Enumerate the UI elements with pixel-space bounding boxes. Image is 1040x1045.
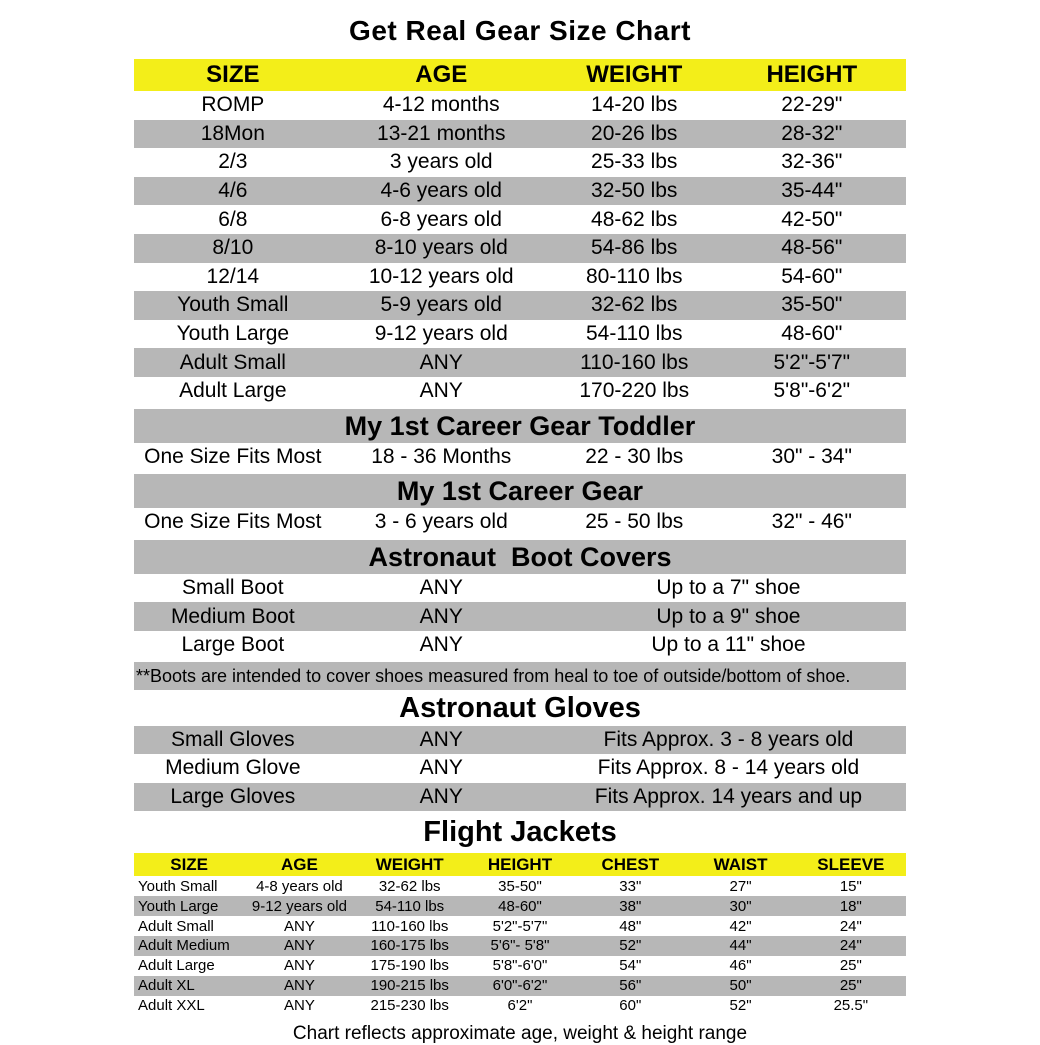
table-row [134, 120, 906, 149]
main-table-body [134, 91, 906, 406]
cell-age: 8-10 years old [374, 236, 508, 260]
table-row [134, 602, 906, 631]
cell-size: 8/10 [212, 236, 254, 260]
column-header-size: SIZE [206, 61, 260, 88]
cell-age: ANY [284, 957, 315, 975]
cell-weight: 25-33 lbs [591, 150, 678, 174]
cell-size: Medium Glove [165, 756, 301, 780]
cell-age: 4-12 months [382, 93, 500, 117]
cell-height: 48-60" [781, 322, 843, 346]
cell-sleeve: 25" [839, 957, 862, 975]
table-row [134, 783, 906, 812]
cell-chest: 54" [619, 957, 642, 975]
column-header-height: HEIGHT [487, 854, 553, 874]
cell-weight: 32-62 lbs [591, 293, 678, 317]
cell-fit: Up to a 11" shoe [651, 633, 806, 657]
cell-fit: Fits Approx. 3 - 8 years old [603, 727, 854, 751]
section-header-toddler: My 1st Career Gear Toddler [134, 409, 906, 443]
gloves-body [134, 726, 906, 812]
cell-weight: 32-50 lbs [591, 179, 678, 203]
cell-height: 5'6"- 5'8" [490, 937, 550, 955]
cell-size: Medium Boot [170, 604, 295, 628]
cell-height: 35-50" [498, 877, 542, 895]
table-row [134, 896, 906, 916]
cell-age: ANY [419, 756, 463, 780]
cell-age: ANY [419, 379, 463, 403]
cell-size: Large Boot [181, 633, 285, 657]
column-header-waist: WAIST [713, 854, 768, 874]
cell-size: Youth Large [176, 322, 290, 346]
cell-weight: 170-220 lbs [579, 379, 690, 403]
cell-age: 9-12 years old [374, 322, 508, 346]
cell-sleeve: 25" [839, 977, 862, 995]
cell-age: ANY [284, 977, 315, 995]
cell-fit: Up to a 7" shoe [656, 576, 801, 600]
cell-chest: 48" [619, 917, 642, 935]
table-row [134, 976, 906, 996]
column-header-chest: CHEST [601, 854, 660, 874]
section-header-flight-jackets: Flight Jackets [423, 816, 617, 849]
cell-size: Adult XXL [138, 997, 205, 1015]
cell-waist: 52" [729, 997, 752, 1015]
cell-sleeve: 15" [839, 877, 862, 895]
column-header-height: HEIGHT [766, 61, 858, 88]
cell-age: ANY [419, 784, 463, 808]
main-table-header-row [134, 59, 906, 91]
cell-height: 5'2"-5'7" [773, 350, 851, 374]
table-row [134, 148, 906, 177]
page-title: Get Real Gear Size Chart [349, 15, 691, 46]
cell-age: 18 - 36 Months [371, 444, 512, 468]
cell-size: One Size Fits Most [144, 444, 322, 468]
table-row [134, 631, 906, 660]
section-header-gloves: Astronaut Gloves [399, 691, 641, 724]
cell-height: 6'0"-6'2" [492, 977, 548, 995]
cell-weight: 48-62 lbs [591, 207, 678, 231]
cell-age: 3 - 6 years old [374, 510, 508, 534]
cell-waist: 50" [729, 977, 752, 995]
cell-height: 6'2" [507, 997, 533, 1015]
table-row [134, 291, 906, 320]
cell-weight: 215-230 lbs [370, 997, 449, 1015]
cell-age: ANY [419, 604, 463, 628]
cell-height: 42-50" [781, 207, 843, 231]
cell-sleeve: 25.5" [833, 997, 869, 1015]
table-row [134, 574, 906, 603]
table-row [134, 263, 906, 292]
cell-height: 28-32" [781, 121, 843, 145]
cell-age: ANY [284, 917, 315, 935]
cell-fit: Fits Approx. 14 years and up [594, 784, 863, 808]
table-row [134, 320, 906, 349]
cell-sleeve: 18" [839, 897, 862, 915]
table-row [134, 996, 906, 1016]
cell-size: Large Gloves [170, 784, 296, 808]
cell-height: 48-60" [498, 897, 542, 915]
table-row [134, 377, 906, 406]
cell-age: 3 years old [389, 150, 493, 174]
boot-covers-footnote: **Boots are intended to cover shoes measured from heal to toe of outside/bottom of shoe. [134, 662, 906, 690]
table-row [134, 443, 906, 472]
cell-height: 32-36" [781, 150, 843, 174]
table-row [134, 91, 906, 120]
cell-height: 32" - 46" [771, 510, 852, 534]
cell-chest: 56" [619, 977, 642, 995]
cell-size: 4/6 [218, 179, 248, 203]
cell-size: Youth Small [138, 877, 218, 895]
main-size-table [134, 59, 906, 1016]
table-row [134, 956, 906, 976]
chart-disclaimer: Chart reflects approximate age, weight & height range [292, 1022, 748, 1044]
column-header-weight: WEIGHT [375, 854, 444, 874]
cell-height: 35-44" [781, 179, 843, 203]
cell-weight: 110-160 lbs [371, 917, 449, 935]
cell-age: ANY [419, 727, 463, 751]
cell-weight: 160-175 lbs [370, 937, 449, 955]
table-row [134, 234, 906, 263]
cell-size: Small Gloves [170, 727, 295, 751]
flight-jackets-header-row [134, 853, 906, 876]
cell-waist: 46" [729, 957, 752, 975]
table-row [134, 348, 906, 377]
column-header-age: AGE [281, 854, 318, 874]
cell-age: 13-21 months [377, 121, 506, 145]
table-row [134, 916, 906, 936]
cell-weight: 54-110 lbs [375, 897, 445, 915]
cell-waist: 42" [729, 917, 752, 935]
cell-age: ANY [284, 937, 315, 955]
column-header-age: AGE [415, 61, 468, 88]
cell-waist: 27" [729, 877, 752, 895]
cell-size: Adult Large [179, 379, 287, 403]
cell-age: 6-8 years old [380, 207, 502, 231]
cell-age: 4-6 years old [380, 179, 502, 203]
table-row [134, 876, 906, 896]
cell-height: 5'8"-6'0" [492, 957, 548, 975]
cell-size: Adult Medium [138, 937, 230, 955]
cell-height: 5'8"-6'2" [773, 379, 851, 403]
cell-chest: 38" [619, 897, 642, 915]
cell-size: Small Boot [182, 576, 284, 600]
cell-fit: Up to a 9" shoe [656, 604, 801, 628]
cell-weight: 25 - 50 lbs [585, 510, 684, 534]
cell-weight: 54-86 lbs [591, 236, 678, 260]
cell-chest: 33" [619, 877, 642, 895]
cell-height: 22-29" [781, 93, 843, 117]
table-row [134, 177, 906, 206]
cell-weight: 110-160 lbs [580, 350, 689, 374]
column-header-size: SIZE [170, 854, 209, 874]
cell-height: 30" - 34" [771, 444, 852, 468]
cell-size: 12/14 [206, 264, 260, 288]
cell-weight: 32-62 lbs [378, 877, 441, 895]
cell-size: Youth Small [177, 293, 289, 317]
cell-height: 35-50" [781, 293, 843, 317]
cell-age: ANY [419, 576, 463, 600]
cell-weight: 80-110 lbs [585, 264, 683, 288]
cell-height: 48-56" [781, 236, 843, 260]
cell-weight: 22 - 30 lbs [585, 444, 684, 468]
cell-age: 4-8 years old [256, 877, 343, 895]
cell-weight: 190-215 lbs [370, 977, 449, 995]
cell-sleeve: 24" [839, 917, 862, 935]
section-header-boot-covers: Astronaut Boot Covers [134, 540, 906, 574]
cell-height: 5'2"-5'7" [492, 917, 548, 935]
cell-size: 2/3 [218, 150, 248, 174]
table-row [134, 205, 906, 234]
cell-size: Adult XL [138, 977, 195, 995]
cell-size: Adult Small [138, 917, 214, 935]
cell-weight: 20-26 lbs [591, 121, 678, 145]
cell-size: 18Mon [200, 121, 265, 145]
cell-age: ANY [419, 633, 463, 657]
cell-weight: 14-20 lbs [591, 93, 678, 117]
column-header-sleeve: SLEEVE [817, 854, 885, 874]
cell-age: 10-12 years old [368, 264, 514, 288]
cell-weight: 54-110 lbs [585, 322, 683, 346]
cell-size: 6/8 [218, 207, 248, 231]
table-row [134, 936, 906, 956]
cell-waist: 44" [729, 937, 752, 955]
cell-size: ROMP [201, 93, 265, 117]
cell-size: Adult Small [179, 350, 286, 374]
cell-chest: 52" [619, 937, 642, 955]
cell-size: Adult Large [138, 957, 215, 975]
cell-age: ANY [284, 997, 315, 1015]
flight-jackets-body [134, 876, 906, 1015]
cell-sleeve: 24" [839, 937, 862, 955]
cell-waist: 30" [729, 897, 752, 915]
cell-height: 54-60" [781, 264, 843, 288]
boot-covers-body [134, 574, 906, 660]
cell-age: 9-12 years old [251, 897, 347, 915]
cell-size: One Size Fits Most [144, 510, 322, 534]
cell-age: 5-9 years old [380, 293, 502, 317]
cell-fit: Fits Approx. 8 - 14 years old [597, 756, 860, 780]
cell-chest: 60" [619, 997, 642, 1015]
table-row [134, 726, 906, 755]
section-header-career-gear: My 1st Career Gear [134, 474, 906, 508]
table-row [134, 754, 906, 783]
table-row [134, 508, 906, 537]
cell-weight: 175-190 lbs [370, 957, 449, 975]
column-header-weight: WEIGHT [586, 61, 683, 88]
cell-age: ANY [419, 350, 463, 374]
cell-size: Youth Large [138, 897, 219, 915]
